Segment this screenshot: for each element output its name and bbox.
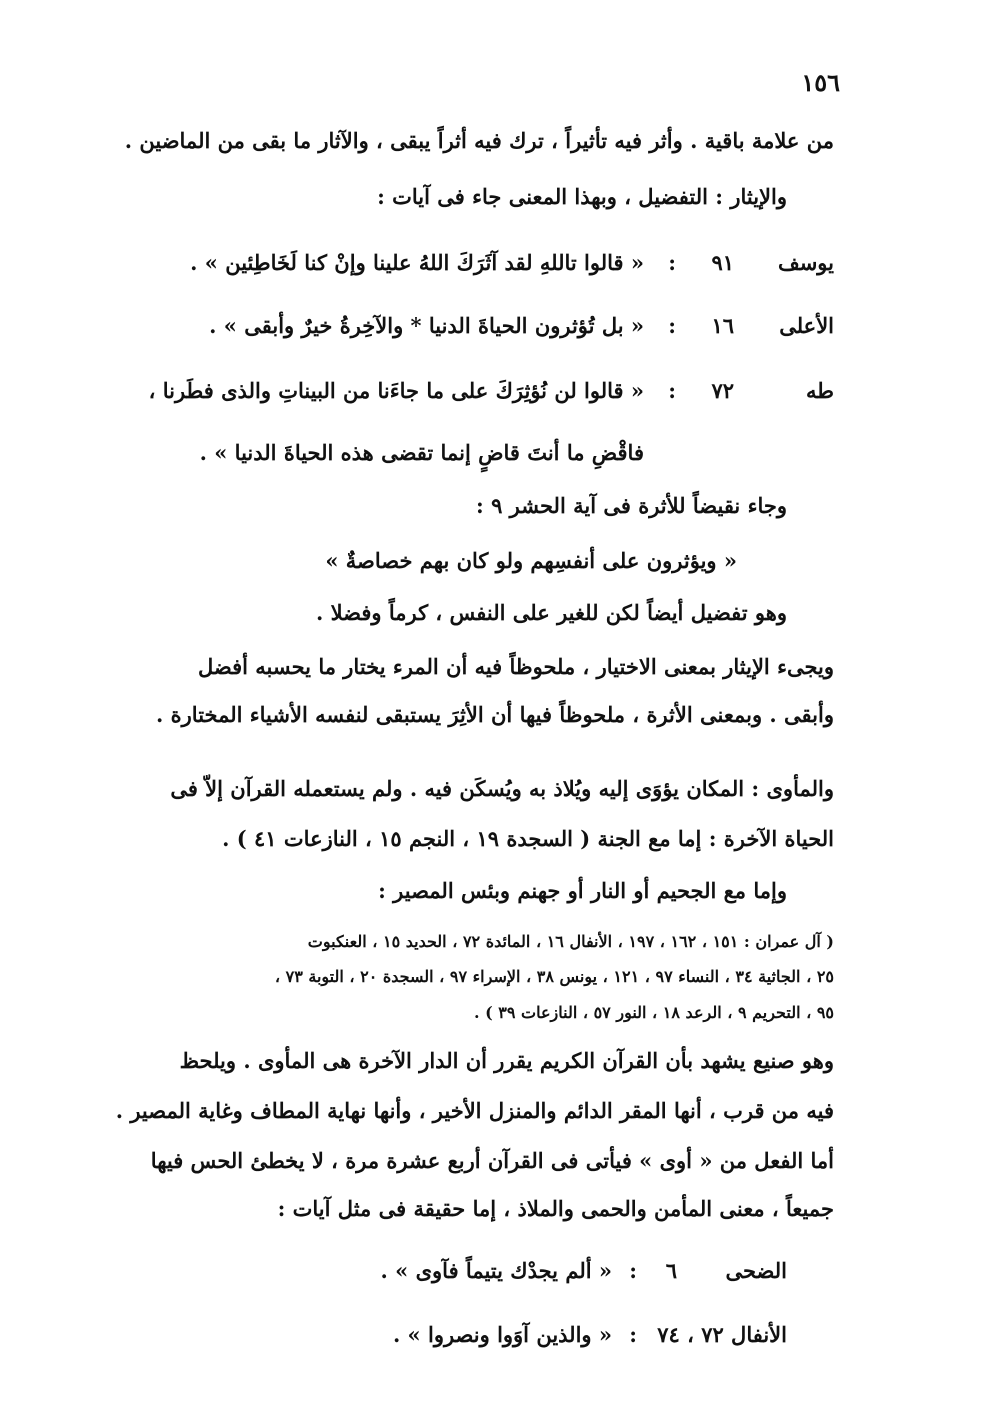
- sura-name: الضحى: [725, 1258, 787, 1283]
- verse-row-taha: [134, 378, 834, 412]
- text-line: الحياة الآخرة : إما مع الجنة ( السجدة ١٩ ، النجم ١٥ ، النازعات ٤١ ) .: [222, 826, 834, 851]
- verse-quote: « والذين آوَوا ونصروا » .: [392, 1322, 612, 1347]
- sura-name: الأنفال ٧٢ ، ٧٤: [657, 1322, 787, 1347]
- verse-number: ١٦: [711, 313, 734, 338]
- verse-row-yusuf: [134, 250, 834, 284]
- verse-number: ٩١: [711, 250, 734, 275]
- text-line: وهو صنيع يشهد بأن القرآن الكريم يقرر أن الدار الآخرة هى المأوى . ويلحظ: [179, 1048, 834, 1073]
- verse-quote: « قالوا لن نُؤثِرَكَ على ما جاءَنا من البيناتِ والذى فطَرنا ،: [148, 378, 644, 403]
- text-line: من علامة باقية . وأثر فيه تأثيراً ، ترك فيه أثراً يبقى ، والآثار ما بقى من الماضين .: [124, 128, 834, 153]
- verse-number: ٦: [665, 1258, 677, 1283]
- verse-colon: :: [629, 1322, 637, 1347]
- verse-colon: :: [668, 250, 676, 275]
- reference-line: ( آل عمران : ١٥١ ، ١٦٢ ، ١٩٧ ، الأنفال ١٦ ، المائدة ٧٢ ، الحديد ١٥ ، العنكبوت: [307, 932, 834, 951]
- verse-colon: :: [629, 1258, 637, 1283]
- text-line: والمأوى : المكان يؤوَى إليه ويُلاذ به ويُسكَن فيه . ولم يستعمله القرآن إلاّ فى: [170, 776, 834, 801]
- text-line: والإيثار : التفضيل ، وبهذا المعنى جاء فى آيات :: [377, 184, 787, 209]
- sura-name: طه: [806, 378, 834, 403]
- verse-row-duha: [187, 1258, 787, 1292]
- verse-continuation: فاقْضِ ما أنتَ قاضٍ إنما تقضى هذه الحياةَ الدنيا » .: [199, 440, 644, 465]
- sura-name: الأعلى: [779, 313, 834, 338]
- verse-colon: :: [668, 313, 676, 338]
- page-number: ١٥٦: [801, 68, 840, 97]
- text-line: ويجىء الإيثار بمعنى الاختيار ، ملحوظاً فيه أن المرء يختار ما يحسبه أفضل: [197, 654, 834, 679]
- verse-quote: « ألم يجدْك يتيماً فآوى » .: [380, 1258, 612, 1283]
- reference-line: ٢٥ ، الجاثية ٣٤ ، النساء ٩٧ ، ١٢١ ، يونس ٣٨ ، الإسراء ٩٧ ، السجدة ٢٠ ، التوبة ٧٣ ،: [274, 967, 834, 986]
- verse-quote-centered: « ويؤثرون على أنفسِهم ولو كان بهم خصاصةٌ »: [325, 548, 737, 573]
- text-line: فيه من قرب ، أنها المقر الدائم والمنزل الأخير ، وأنها نهاية المطاف وغاية المصير .: [115, 1098, 834, 1123]
- text-line: أما الفعل من « أوى » فيأتى فى القرآن أربع عشرة مرة ، لا يخطئ الحس فيها: [150, 1148, 834, 1173]
- verse-row-alaa: [134, 313, 834, 347]
- reference-line: ٩٥ ، التحريم ٩ ، الرعد ١٨ ، النور ٥٧ ، النازعات ٣٩ ) .: [474, 1003, 834, 1022]
- sura-name: يوسف: [777, 250, 834, 275]
- text-line: وجاء نقيضاً للأثرة فى آية الحشر ٩ :: [476, 493, 787, 518]
- text-line: وهو تفضيل أيضاً لكن للغير على النفس ، كرماً وفضلا .: [316, 600, 787, 625]
- text-line: وإما مع الجحيم أو النار أو جهنم وبئس المصير :: [378, 878, 787, 903]
- verse-row-anfal: [187, 1322, 787, 1356]
- verse-quote: « قالوا تاللهِ لقد آثَرَكَ اللهُ علينا وإنْ كنا لَخَاطِئين » .: [190, 250, 644, 275]
- verse-number: ٧٢: [711, 378, 734, 403]
- verse-colon: :: [668, 378, 676, 403]
- text-line: وأبقى . وبمعنى الأثرة ، ملحوظاً فيها أن الأثِرَ يستبقى لنفسه الأشياء المختارة .: [156, 702, 834, 727]
- text-line: جميعاً ، معنى المأمن والحمى والملاذ ، إما حقيقة فى مثل آيات :: [277, 1196, 834, 1221]
- verse-quote: « بل تُؤثرون الحياةَ الدنيا * والآخِرةُ خيرٌ وأبقى » .: [209, 313, 644, 338]
